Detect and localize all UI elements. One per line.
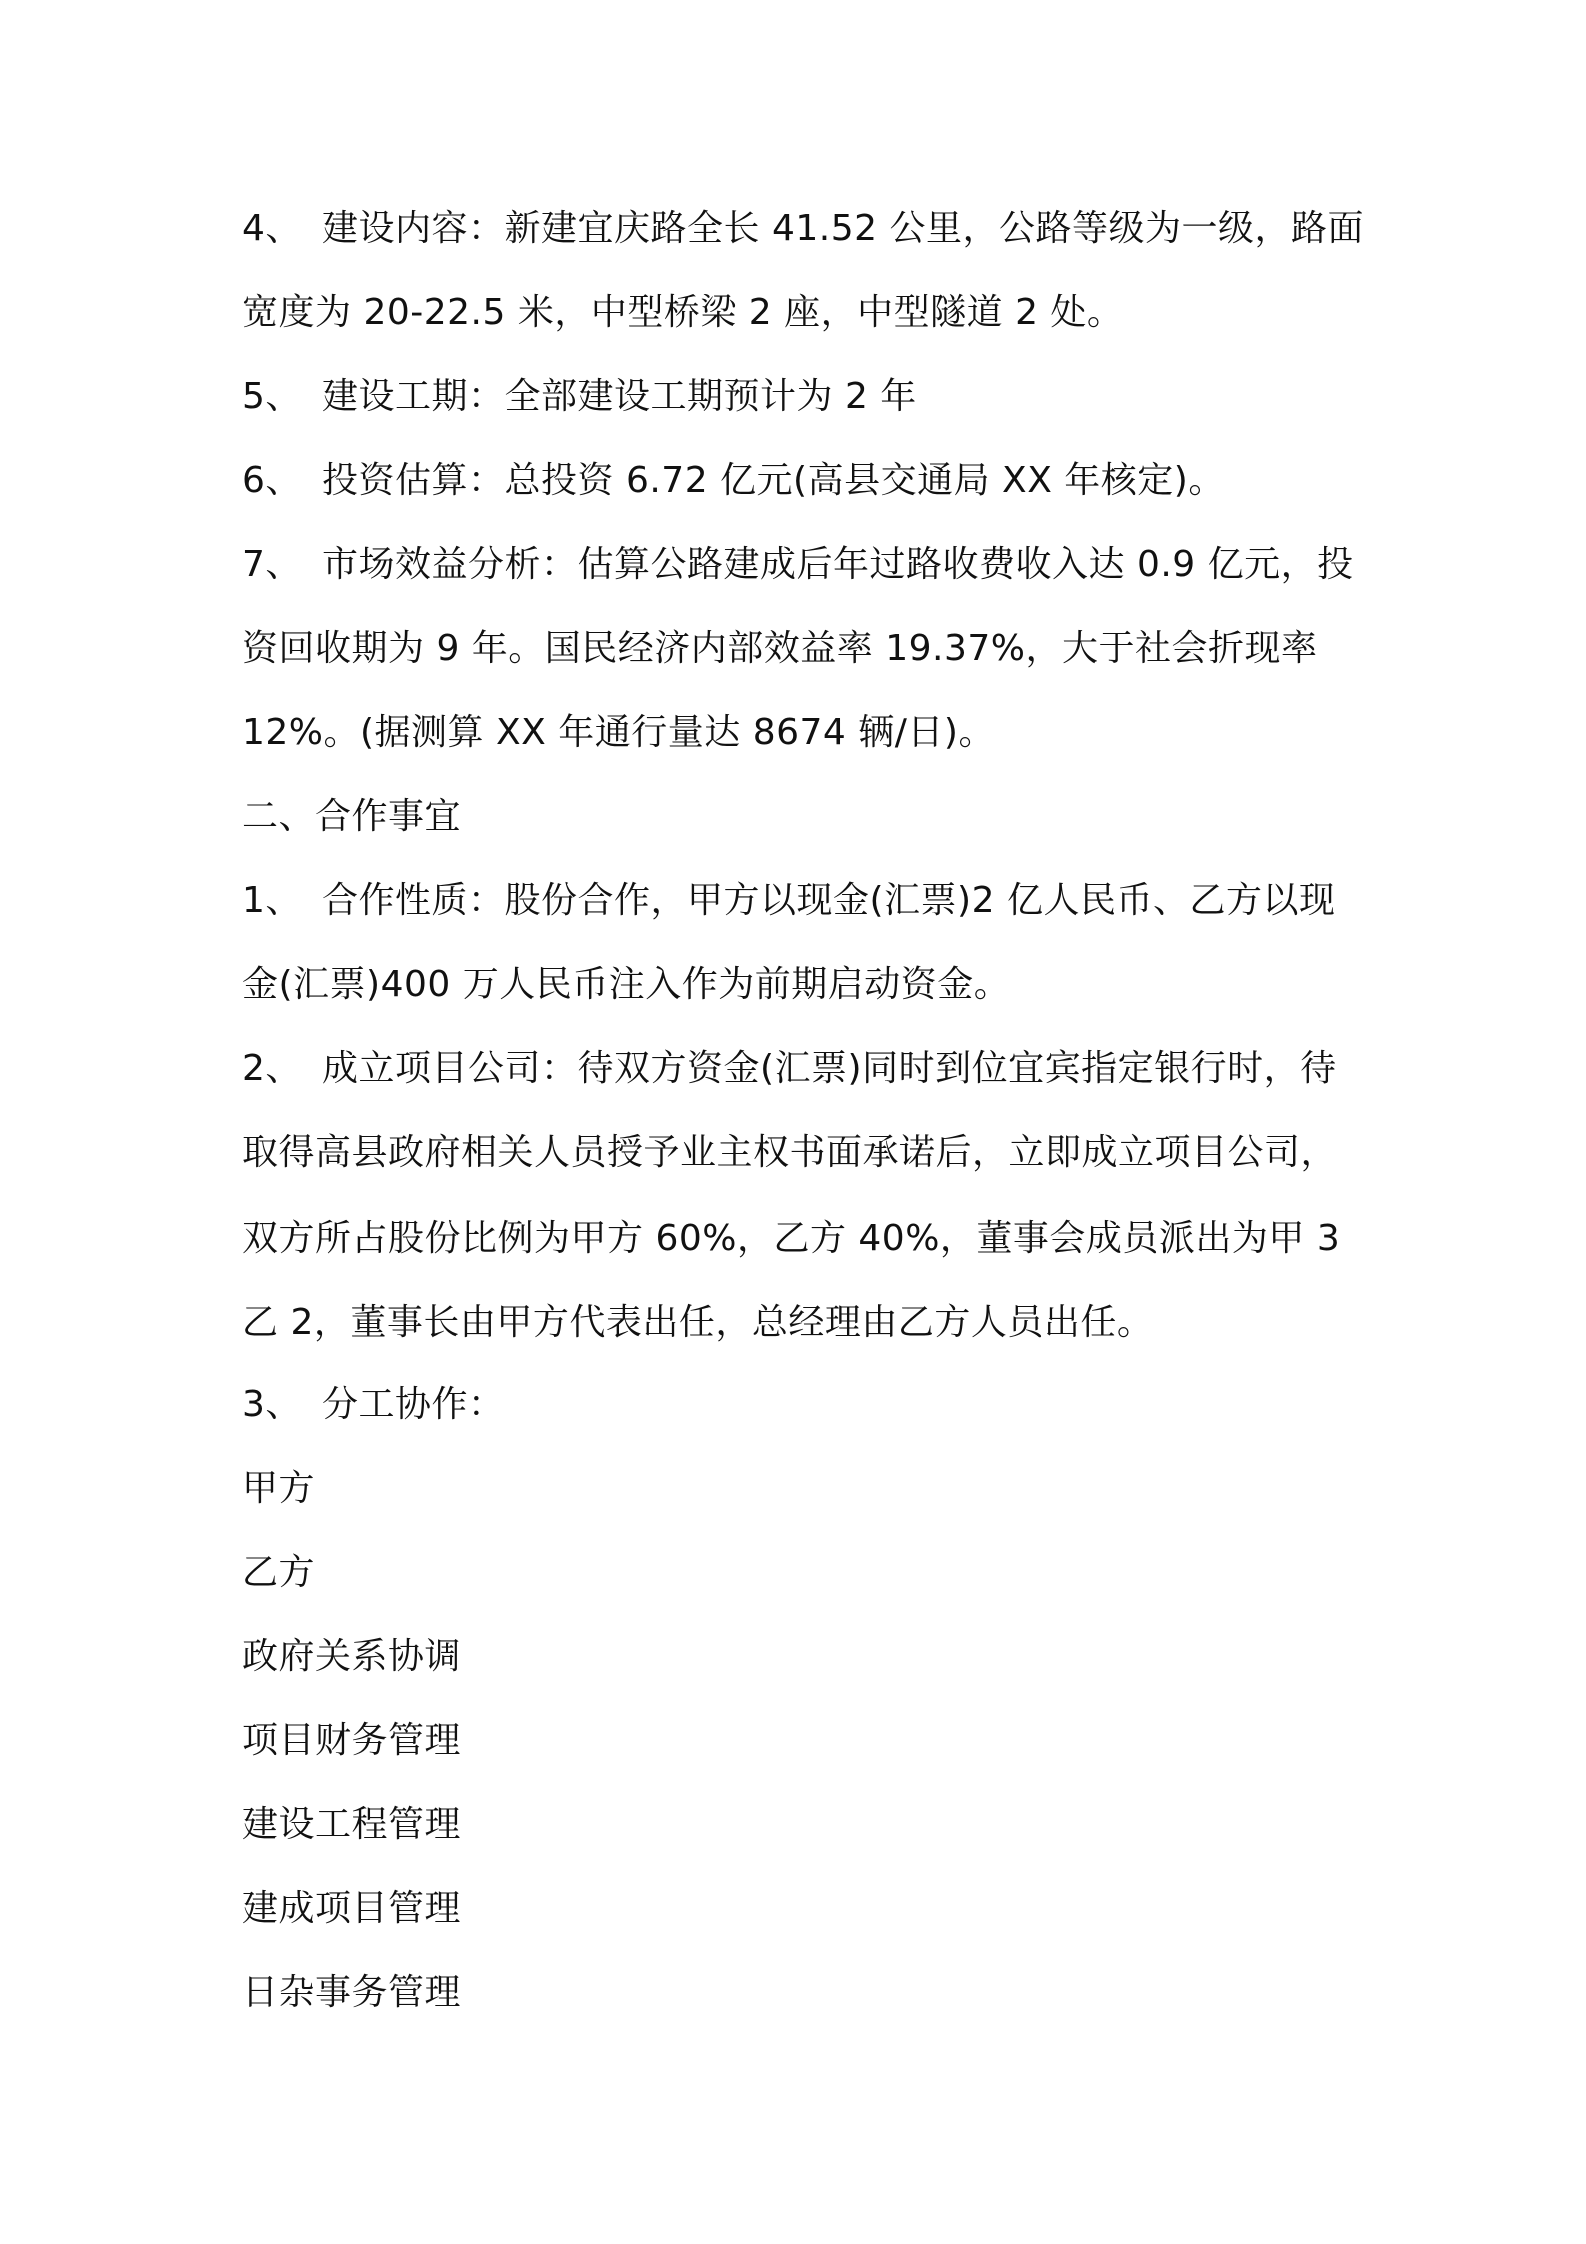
item-number: 7、 (242, 544, 302, 585)
item-number: 1、 (242, 880, 302, 921)
duty-item (242, 1884, 1362, 1934)
item-6 (242, 456, 1362, 506)
item-text: 成立项目公司：待双方资金(汇票)同时到位宜宾指定银行时，待 (322, 1048, 1337, 1089)
item-3 (242, 1380, 1362, 1430)
item-number: 6、 (242, 460, 302, 501)
item-text: 市场效益分析：估算公路建成后年过路收费收入达 0.9 亿元，投 (322, 544, 1354, 585)
item-text: 乙 2，董事长由甲方代表出任，总经理由乙方人员出任。 (242, 1302, 1154, 1343)
party-a-text: 甲方 (242, 1468, 316, 1509)
item-number: 5、 (242, 376, 302, 417)
duty-item (242, 1632, 1362, 1682)
duty-item (242, 1968, 1362, 2018)
item-1-line-2 (242, 960, 1362, 1010)
duty-text: 建设工程管理 (242, 1804, 462, 1845)
duty-text: 项目财务管理 (242, 1720, 462, 1761)
item-7-line-1 (242, 540, 1362, 590)
item-7-line-3 (242, 708, 1362, 758)
item-text: 建设内容：新建宜庆路全长 41.52 公里，公路等级为一级，路面 (322, 208, 1364, 249)
item-2-line-3 (242, 1214, 1362, 1264)
item-text: 取得高县政府相关人员授予业主权书面承诺后，立即成立项目公司， (242, 1132, 1338, 1173)
item-4-line-2 (242, 288, 1362, 338)
duty-text: 日杂事务管理 (242, 1972, 462, 2013)
item-text: 双方所占股份比例为甲方 60%，乙方 40%，董事会成员派出为甲 3 (242, 1218, 1341, 1259)
item-text: 建设工期：全部建设工期预计为 2 年 (322, 376, 917, 417)
section-heading (242, 792, 1362, 842)
duty-text: 政府关系协调 (242, 1636, 462, 1677)
item-number: 2、 (242, 1048, 302, 1089)
item-2-line-1 (242, 1044, 1362, 1094)
duty-text: 建成项目管理 (242, 1888, 462, 1929)
item-number: 3、 (242, 1384, 302, 1425)
item-text: 合作性质：股份合作，甲方以现金(汇票)2 亿人民币、乙方以现 (322, 880, 1336, 921)
section-heading-text: 二、合作事宜 (242, 796, 462, 837)
duty-item (242, 1716, 1362, 1766)
item-number: 4、 (242, 208, 302, 249)
party-a-label (242, 1464, 1362, 1514)
item-text: 分工协作： (322, 1384, 505, 1425)
item-text: 宽度为 20-22.5 米，中型桥梁 2 座，中型隧道 2 处。 (242, 292, 1124, 333)
duty-item (242, 1800, 1362, 1850)
item-text: 投资估算：总投资 6.72 亿元(高县交通局 XX 年核定)。 (322, 460, 1225, 501)
item-4-line-1 (242, 204, 1362, 254)
item-2-line-4 (242, 1298, 1362, 1348)
item-7-line-2 (242, 624, 1362, 674)
party-b-label (242, 1548, 1362, 1598)
party-b-text: 乙方 (242, 1552, 316, 1593)
item-5 (242, 372, 1362, 422)
item-2-line-2 (242, 1128, 1362, 1178)
item-1-line-1 (242, 876, 1362, 926)
item-text: 金(汇票)400 万人民币注入作为前期启动资金。 (242, 964, 1011, 1005)
item-text: 12%。(据测算 XX 年通行量达 8674 辆/日)。 (242, 712, 995, 753)
item-text: 资回收期为 9 年。国民经济内部效益率 19.37%，大于社会折现率 (242, 628, 1318, 669)
